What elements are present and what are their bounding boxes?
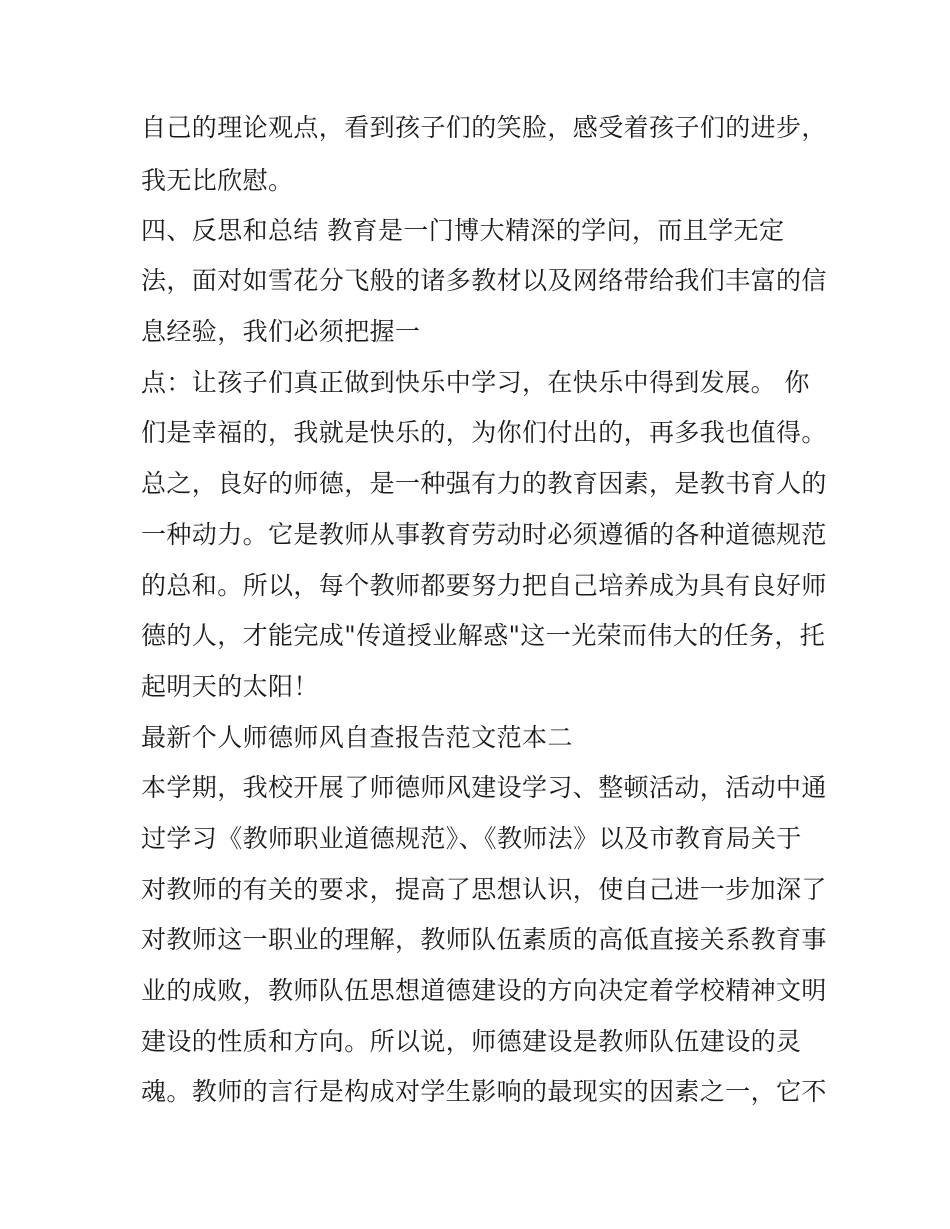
text-line: 点：让孩子们真正做到快乐中学习，在快乐中得到发展。 你	[141, 368, 810, 397]
text-line: 过学习《教师职业道德规范》、《教师法》以及市教育局关于	[141, 824, 802, 853]
text-line: 业的成败，教师队伍思想道德建设的方向决定着学校精神文明	[141, 976, 827, 1005]
text-line: 法，面对如雪花分飞般的诸多教材以及网络带给我们丰富的信	[141, 266, 827, 295]
text-line: 本学期，我校开展了师德师风建设学习、整顿活动，活动中通	[141, 773, 827, 802]
text-line: 的总和。所以，每个教师都要努力把自己培养成为具有良好师	[141, 571, 827, 600]
text-line: 对教师这一职业的理解，教师队伍素质的高低直接关系教育事	[141, 925, 827, 954]
text-line: 魂。教师的言行是构成对学生影响的最现实的因素之一，它不	[141, 1077, 827, 1106]
section-heading: 最新个人师德师风自查报告范文范本二	[141, 723, 573, 752]
text-line: 德的人，才能完成"传道授业解惑"这一光荣而伟大的任务，托	[141, 621, 826, 650]
text-line: 们是幸福的，我就是快乐的，为你们付出的，再多我也值得。	[141, 418, 827, 447]
text-line: 息经验，我们必须把握一	[141, 317, 421, 346]
text-line: 总之，良好的师德，是一种强有力的教育因素，是教书育人的	[141, 469, 827, 498]
text-line: 一种动力。它是教师从事教育劳动时必须遵循的各种道德规范	[141, 520, 827, 549]
text-line: 起明天的太阳！	[141, 672, 319, 701]
text-line: 对教师的有关的要求，提高了思想认识，使自己进一步加深了	[141, 875, 827, 904]
text-line: 自己的理论观点，看到孩子们的笑脸，感受着孩子们的进步，	[141, 113, 827, 142]
text-line: 四、反思和总结 教育是一门博大精深的学问，而且学无定	[141, 216, 785, 245]
text-line: 建设的性质和方向。所以说，师德建设是教师队伍建设的灵	[141, 1027, 802, 1056]
text-line: 我无比欣慰。	[141, 166, 294, 195]
